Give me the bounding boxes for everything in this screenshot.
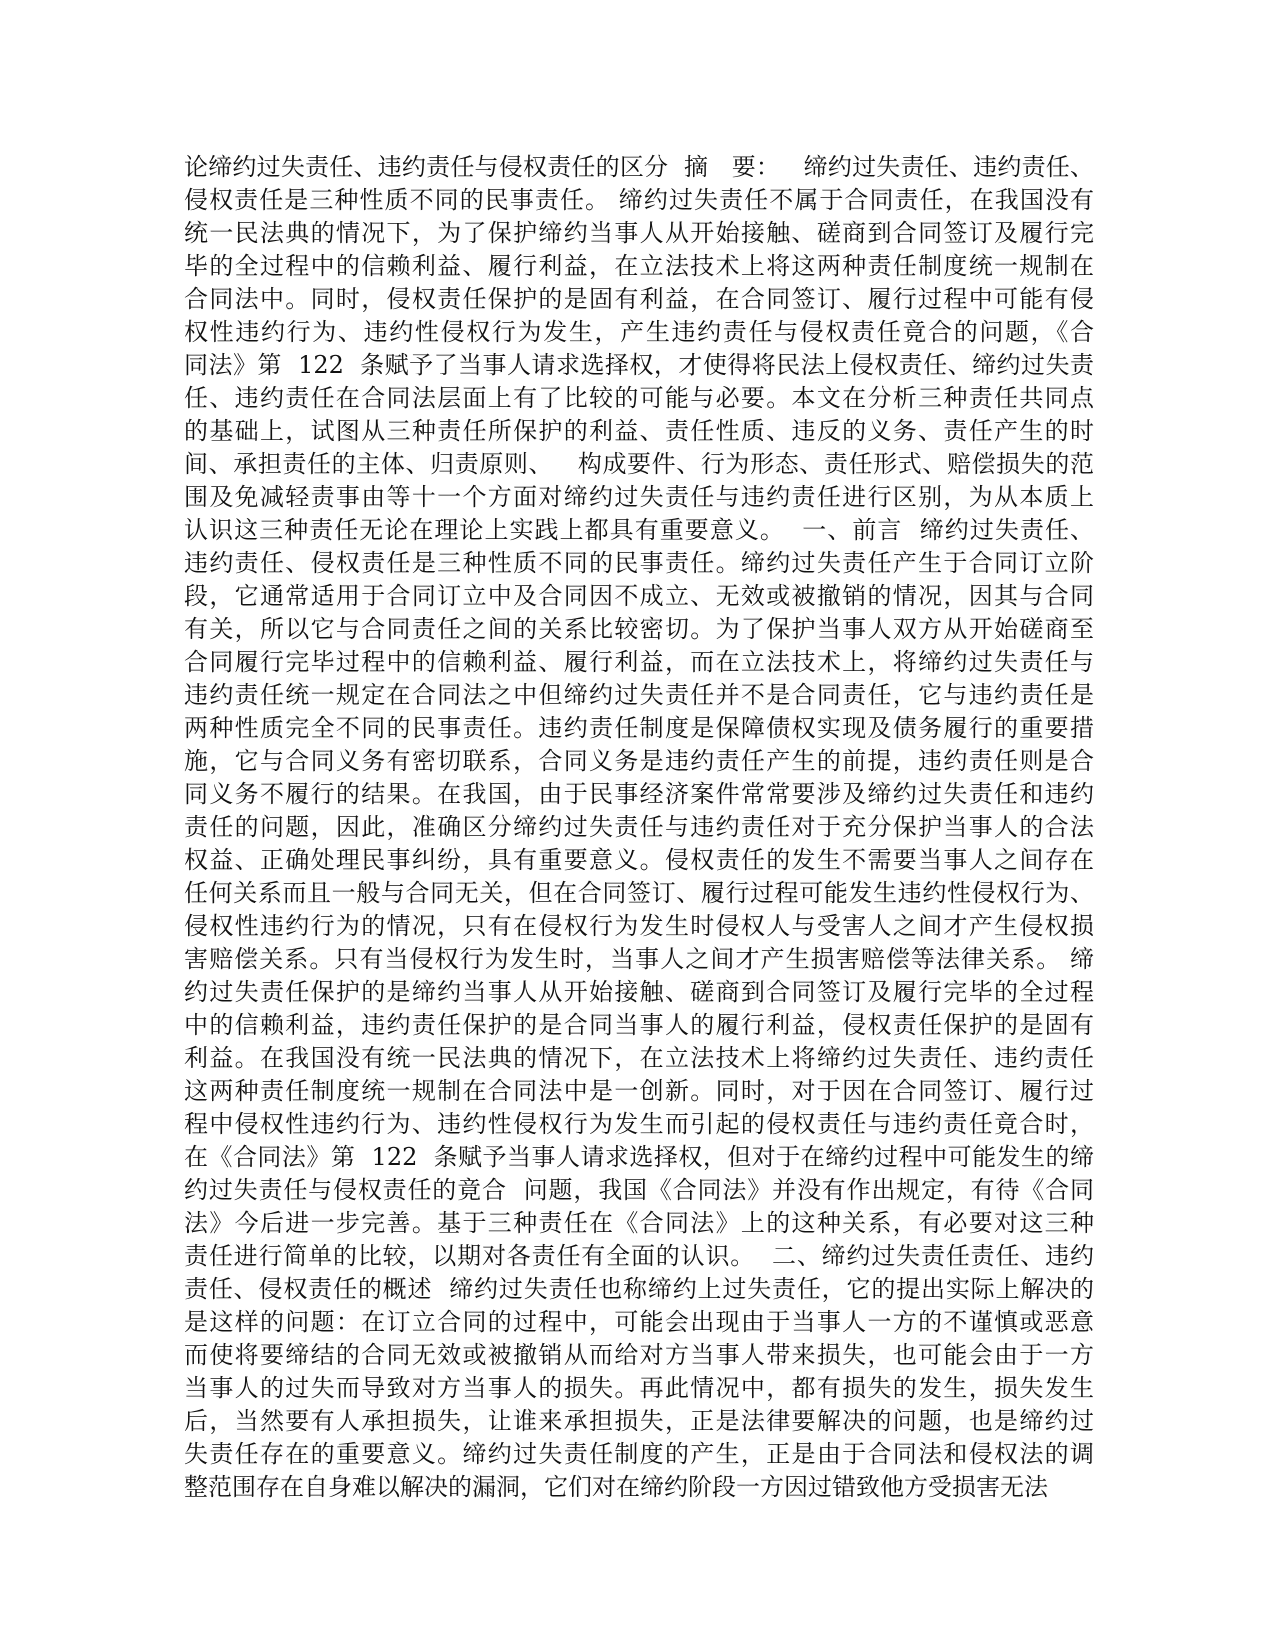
text-line: 的基础上，试图从三种责任所保护的利益、责任性质、违反的义务、责任产生的时 (184, 417, 1094, 445)
text-line: 约过失责任与侵权责任的竟合 问题，我国《合同法》并没有作出规定，有待《合同 (184, 1176, 1094, 1204)
text-line: 统一民法典的情况下，为了保护缔约当事人从开始接触、磋商到合同签订及履行完 (184, 219, 1094, 247)
body-text (184, 151, 1094, 1504)
text-line: 失责任存在的重要意义。缔约过失责任制度的产生，正是由于合同法和侵权法的调 (184, 1440, 1094, 1468)
text-line: 责任、侵权责任的概述 缔约过失责任也称缔约上过失责任，它的提出实际上解决的 (184, 1275, 1094, 1303)
text-line: 利益。在我国没有统一民法典的情况下，在立法技术上将缔约过失责任、违约责任 (184, 1044, 1094, 1072)
text-line: 施，它与合同义务有密切联系，合同义务是违约责任产生的前提，违约责任则是合 (184, 747, 1094, 775)
text-line: 毕的全过程中的信赖利益、履行利益，在立法技术上将这两种责任制度统一规制在 (184, 252, 1094, 280)
text-line: 段，它通常适用于合同订立中及合同因不成立、无效或被撤销的情况，因其与合同 (184, 582, 1094, 610)
text-line: 在《合同法》第 122 条赋予当事人请求选择权，但对于在缔约过程中可能发生的缔 (184, 1143, 1094, 1171)
text-line: 害赔偿关系。只有当侵权行为发生时，当事人之间才产生损害赔偿等法律关系。 缔 (184, 945, 1094, 973)
text-line: 有关，所以它与合同责任之间的关系比较密切。为了保护当事人双方从开始磋商至 (184, 615, 1094, 643)
text-line: 后，当然要有人承担损失，让谁来承担损失，正是法律要解决的问题，也是缔约过 (184, 1407, 1094, 1435)
text-line: 同法》第 122 条赋予了当事人请求选择权，才使得将民法上侵权责任、缔约过失责 (184, 351, 1094, 379)
text-line: 约过失责任保护的是缔约当事人从开始接触、磋商到合同签订及履行完毕的全过程 (184, 978, 1094, 1006)
text-line: 同义务不履行的结果。在我国，由于民事经济案件常常要涉及缔约过失责任和违约 (184, 780, 1094, 808)
text-line: 侵权责任是三种性质不同的民事责任。 缔约过失责任不属于合同责任，在我国没有 (184, 186, 1094, 214)
text-line: 任、违约责任在合同法层面上有了比较的可能与必要。本文在分析三种责任共同点 (184, 384, 1094, 412)
text-line: 当事人的过失而导致对方当事人的损失。再此情况中，都有损失的发生，损失发生 (184, 1374, 1094, 1402)
text-line: 认识这三种责任无论在理论上实践上都具有重要意义。 一、前言 缔约过失责任、 (184, 516, 1094, 544)
text-line: 法》今后进一步完善。基于三种责任在《合同法》上的这种关系，有必要对这三种 (184, 1209, 1094, 1237)
text-line: 论缔约过失责任、违约责任与侵权责任的区分 摘 要： 缔约过失责任、违约责任、 (184, 153, 1094, 181)
text-line: 是这样的问题：在订立合同的过程中，可能会出现由于当事人一方的不谨慎或恶意 (184, 1308, 1094, 1336)
text-line: 权性违约行为、违约性侵权行为发生，产生违约责任与侵权责任竟合的问题，《合 (184, 318, 1094, 346)
text-line: 这两种责任制度统一规制在合同法中是一创新。同时，对于因在合同签订、履行过 (184, 1077, 1094, 1105)
text-line: 任何关系而且一般与合同无关，但在合同签订、履行过程可能发生违约性侵权行为、 (184, 879, 1094, 907)
text-line: 权益、正确处理民事纠纷，具有重要意义。侵权责任的发生不需要当事人之间存在 (184, 846, 1094, 874)
text-line: 程中侵权性违约行为、违约性侵权行为发生而引起的侵权责任与违约责任竟合时， (184, 1110, 1094, 1138)
text-line: 合同履行完毕过程中的信赖利益、履行利益，而在立法技术上，将缔约过失责任与 (184, 648, 1094, 676)
text-line: 围及免减轻责事由等十一个方面对缔约过失责任与违约责任进行区别，为从本质上 (184, 483, 1094, 511)
text-line: 违约责任、侵权责任是三种性质不同的民事责任。缔约过失责任产生于合同订立阶 (184, 549, 1094, 577)
text-line: 间、承担责任的主体、归责原则、 构成要件、行为形态、责任形式、赔偿损失的范 (184, 450, 1094, 478)
text-line: 责任进行简单的比较，以期对各责任有全面的认识。 二、缔约过失责任责任、违约 (184, 1242, 1094, 1270)
text-line: 中的信赖利益，违约责任保护的是合同当事人的履行利益，侵权责任保护的是固有 (184, 1011, 1094, 1039)
text-line: 责任的问题，因此，准确区分缔约过失责任与违约责任对于充分保护当事人的合法 (184, 813, 1094, 841)
text-line: 整范围存在自身难以解决的漏洞，它们对在缔约阶段一方因过错致他方受损害无法 (184, 1473, 1048, 1501)
text-line: 而使将要缔结的合同无效或被撤销从而给对方当事人带来损失，也可能会由于一方 (184, 1341, 1094, 1369)
text-line: 违约责任统一规定在合同法之中但缔约过失责任并不是合同责任，它与违约责任是 (184, 681, 1094, 709)
text-line: 合同法中。同时，侵权责任保护的是固有利益，在合同签订、履行过程中可能有侵 (184, 285, 1094, 313)
text-line: 侵权性违约行为的情况，只有在侵权行为发生时侵权人与受害人之间才产生侵权损 (184, 912, 1094, 940)
text-line: 两种性质完全不同的民事责任。违约责任制度是保障债权实现及债务履行的重要措 (184, 714, 1094, 742)
